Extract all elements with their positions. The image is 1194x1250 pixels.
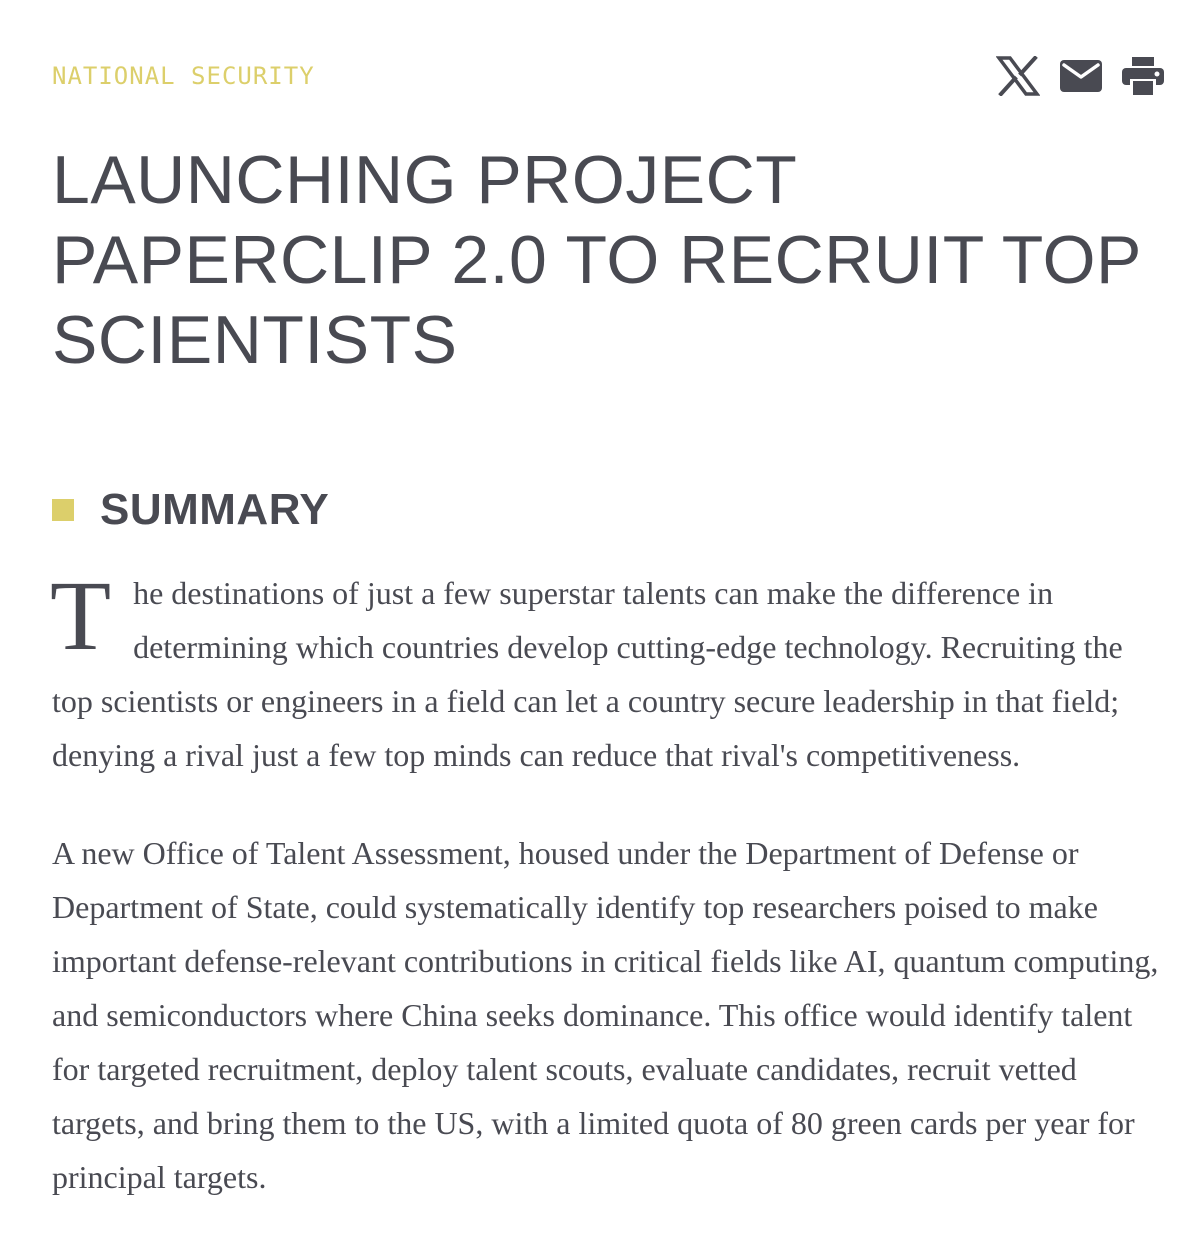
- paragraph-1-text: he destinations of just a few superstar talents can make the difference in determining which countries develop cutting-edge technology. Recruiting the top scientists or engineers in a field can let a country secure leadership in that field; denying a rival just a few top minds can reduce that rival's competitiveness.: [52, 575, 1123, 773]
- category-label[interactable]: NATIONAL SECURITY: [52, 62, 315, 90]
- section-marker: [52, 499, 74, 521]
- article-title: LAUNCHING PROJECT PAPERCLIP 2.0 TO RECRUIT TOP SCIENTISTS: [52, 142, 1141, 378]
- summary-paragraph-2: A new Office of Talent Assessment, housed under the Department of Defense or Department of State, could systematically identify top researchers poised to make important defense-relevant contributions in critical fields like AI, quantum computing, and semiconductors where China seeks dominance. This office would identify talent for targeted recruitment, deploy talent scouts, evaluate candidates, recruit vetted targets, and bring them to the US, with a limited quota of 80 green cards per year for principal targets.: [52, 835, 1159, 1195]
- article-header: [52, 0, 1164, 110]
- section-title: SUMMARY: [100, 485, 330, 534]
- summary-paragraph-1: [50, 560, 1164, 782]
- mail-icon[interactable]: [1060, 60, 1102, 92]
- article-page: [52, 0, 1164, 1204]
- x-logo-icon[interactable]: [996, 56, 1040, 96]
- drop-cap: T: [50, 560, 112, 671]
- print-icon[interactable]: [1122, 57, 1164, 95]
- summary-heading: [52, 482, 1164, 538]
- share-toolbar: [996, 56, 1164, 96]
